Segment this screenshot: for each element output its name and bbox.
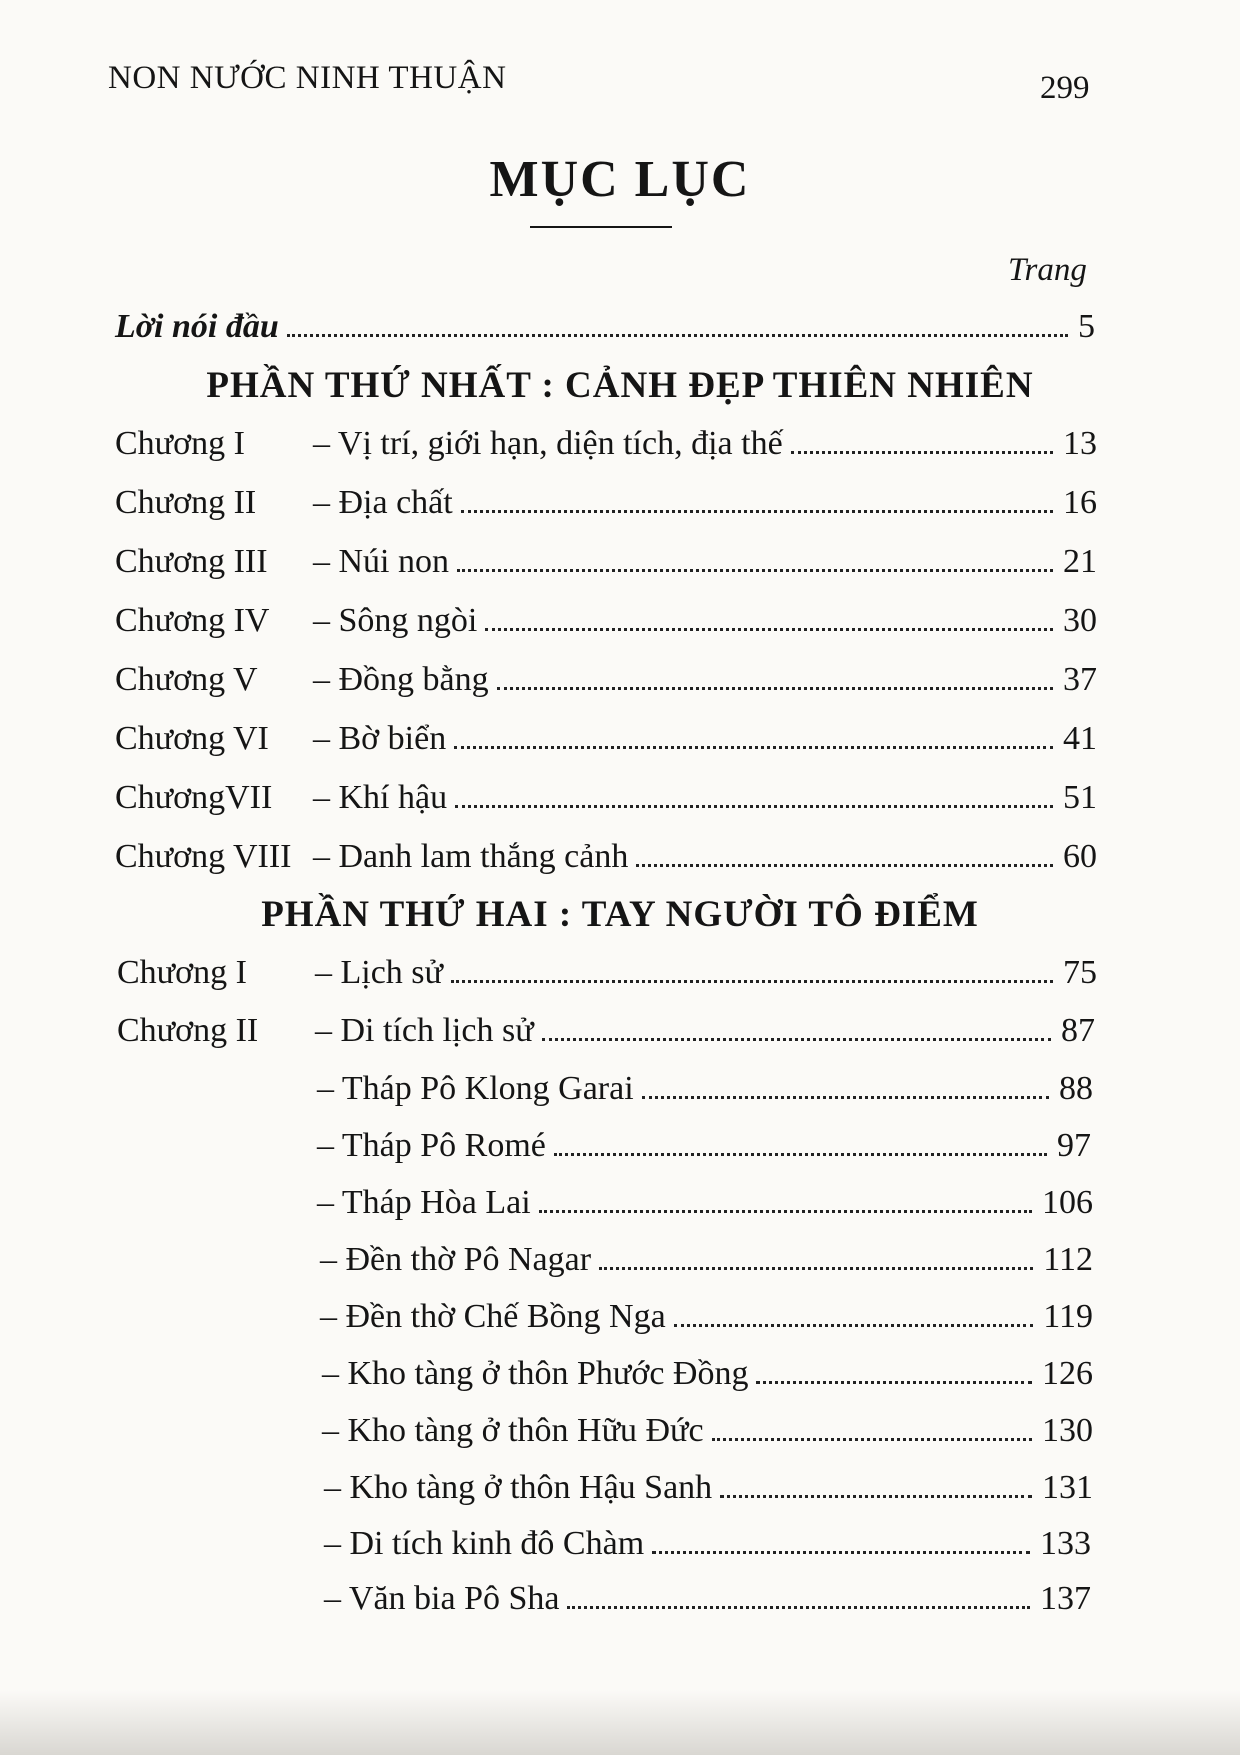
- title-underline: [530, 226, 672, 228]
- toc-entry-text: – Danh lam thắng cảnh: [313, 838, 629, 875]
- chapter-label: Chương IV: [115, 602, 270, 639]
- toc-entry-page: 133: [1040, 1525, 1091, 1562]
- chapter-label: Chương I: [115, 425, 245, 462]
- toc-entry-page: 106: [1042, 1184, 1093, 1221]
- toc-entry-page: 60: [1063, 838, 1097, 875]
- toc-entry: [115, 661, 1097, 699]
- leader-dots: [599, 1266, 1033, 1270]
- toc-entry-text: – Sông ngòi: [313, 602, 478, 639]
- toc-entry-text: – Di tích kinh đô Chàm: [324, 1525, 645, 1562]
- leader-dots: [497, 686, 1053, 690]
- leader-dots: [791, 450, 1053, 454]
- toc-entry: [115, 425, 1097, 463]
- toc-entry: [115, 484, 1097, 522]
- toc-entry-text: – Đền thờ Pô Nagar: [320, 1241, 592, 1278]
- toc-entry-text: – Di tích lịch sử: [315, 1012, 534, 1049]
- toc-entry-page: 88: [1059, 1070, 1093, 1107]
- toc-entry-page: 75: [1063, 954, 1097, 991]
- toc-entry: [115, 543, 1097, 581]
- chapter-label: Chương V: [115, 661, 258, 698]
- page-title: MỤC LỤC: [489, 151, 751, 208]
- toc-entry-text: – Kho tàng ở thôn Hữu Đức: [322, 1412, 704, 1449]
- toc-entry-text: – Lịch sử: [315, 954, 443, 991]
- leader-dots: [461, 509, 1053, 513]
- toc-entry-page: 119: [1043, 1298, 1093, 1335]
- toc-entry-text: – Văn bia Pô Sha: [324, 1580, 560, 1617]
- chapter-label: Chương VI: [115, 720, 269, 757]
- toc-entry-text: Lời nói đầu: [115, 308, 279, 345]
- toc-entry-page: 51: [1063, 779, 1097, 816]
- toc-entry: [317, 1070, 1093, 1108]
- toc-entry: [117, 954, 1097, 992]
- leader-dots: [642, 1095, 1049, 1099]
- toc-entry-page: 126: [1042, 1355, 1093, 1392]
- leader-dots: [455, 804, 1053, 808]
- toc-entry-page: 41: [1063, 720, 1097, 757]
- toc-entry-text: – Tháp Hòa Lai: [317, 1184, 531, 1221]
- leader-dots: [674, 1323, 1034, 1327]
- chapter-label: ChươngVII: [115, 779, 273, 816]
- toc-entry-text: – Tháp Pô Klong Garai: [317, 1070, 634, 1107]
- toc-entry: [324, 1580, 1091, 1618]
- leader-dots: [567, 1605, 1030, 1609]
- toc-entry-page: 16: [1063, 484, 1097, 521]
- leader-dots: [636, 863, 1053, 867]
- leader-dots: [287, 333, 1068, 337]
- toc-entry-page: 87: [1061, 1012, 1095, 1049]
- leader-dots: [756, 1380, 1032, 1384]
- toc-entry-page: 137: [1040, 1580, 1091, 1617]
- toc-entry-page: 13: [1063, 425, 1097, 462]
- toc-entry-text: – Kho tàng ở thôn Hậu Sanh: [324, 1469, 713, 1506]
- toc-entry-page: 37: [1063, 661, 1097, 698]
- toc-entry: [115, 720, 1097, 758]
- toc-entry: [322, 1412, 1093, 1450]
- running-title: NON NƯỚC NINH THUẬN: [108, 60, 507, 96]
- toc-entry-page: 112: [1043, 1241, 1093, 1278]
- part-heading: PHẦN THỨ NHẤT : CẢNH ĐẸP THIÊN NHIÊN: [206, 365, 1034, 406]
- toc-entry-text: – Khí hậu: [313, 779, 448, 816]
- toc-entry-page: 5: [1078, 308, 1095, 345]
- toc-entry: [320, 1241, 1093, 1279]
- leader-dots: [554, 1152, 1047, 1156]
- part-heading: PHẦN THỨ HAI : TAY NGƯỜI TÔ ĐIỂM: [261, 894, 979, 935]
- leader-dots: [712, 1437, 1032, 1441]
- toc-entry-preface: [115, 308, 1095, 346]
- toc-entry: [317, 1127, 1091, 1165]
- chapter-label: Chương II: [117, 1012, 259, 1049]
- scan-edge-shadow: [0, 1690, 1240, 1755]
- leader-dots: [454, 745, 1053, 749]
- toc-entry: [322, 1355, 1093, 1393]
- toc-entry: [115, 838, 1097, 876]
- leader-dots: [451, 979, 1053, 983]
- chapter-label: Chương III: [115, 543, 268, 580]
- toc-entry: [320, 1298, 1093, 1336]
- toc-entry-text: – Núi non: [313, 543, 449, 580]
- chapter-label: Chương VIII: [115, 838, 292, 875]
- toc-entry: [115, 602, 1097, 640]
- leader-dots: [485, 627, 1053, 631]
- toc-entry-page: 97: [1057, 1127, 1091, 1164]
- leader-dots: [457, 568, 1053, 572]
- leader-dots: [652, 1550, 1030, 1554]
- toc-entry-text: – Vị trí, giới hạn, diện tích, địa thế: [313, 425, 783, 462]
- toc-entry: [324, 1469, 1093, 1507]
- toc-entry: [324, 1525, 1091, 1563]
- leader-dots: [539, 1209, 1032, 1213]
- page-column-label: Trang: [1008, 252, 1087, 288]
- toc-entry: [317, 1184, 1093, 1222]
- page-number: 299: [1040, 70, 1090, 106]
- leader-dots: [542, 1037, 1051, 1041]
- toc-entry-text: – Đền thờ Chế Bồng Nga: [320, 1298, 666, 1335]
- toc-entry-page: 130: [1042, 1412, 1093, 1449]
- chapter-label: Chương II: [115, 484, 257, 521]
- toc-entry-text: – Bờ biển: [313, 720, 447, 757]
- chapter-label: Chương I: [117, 954, 247, 991]
- toc-entry-text: – Tháp Pô Romé: [317, 1127, 546, 1164]
- toc-entry-page: 131: [1042, 1469, 1093, 1506]
- toc-entry-text: – Kho tàng ở thôn Phước Đồng: [322, 1355, 749, 1392]
- toc-entry: [115, 779, 1097, 817]
- leader-dots: [720, 1494, 1032, 1498]
- toc-entry: [117, 1012, 1095, 1050]
- toc-entry-text: – Đồng bằng: [313, 661, 489, 698]
- toc-entry-text: – Địa chất: [313, 484, 453, 521]
- toc-entry-page: 21: [1063, 543, 1097, 580]
- toc-entry-page: 30: [1063, 602, 1097, 639]
